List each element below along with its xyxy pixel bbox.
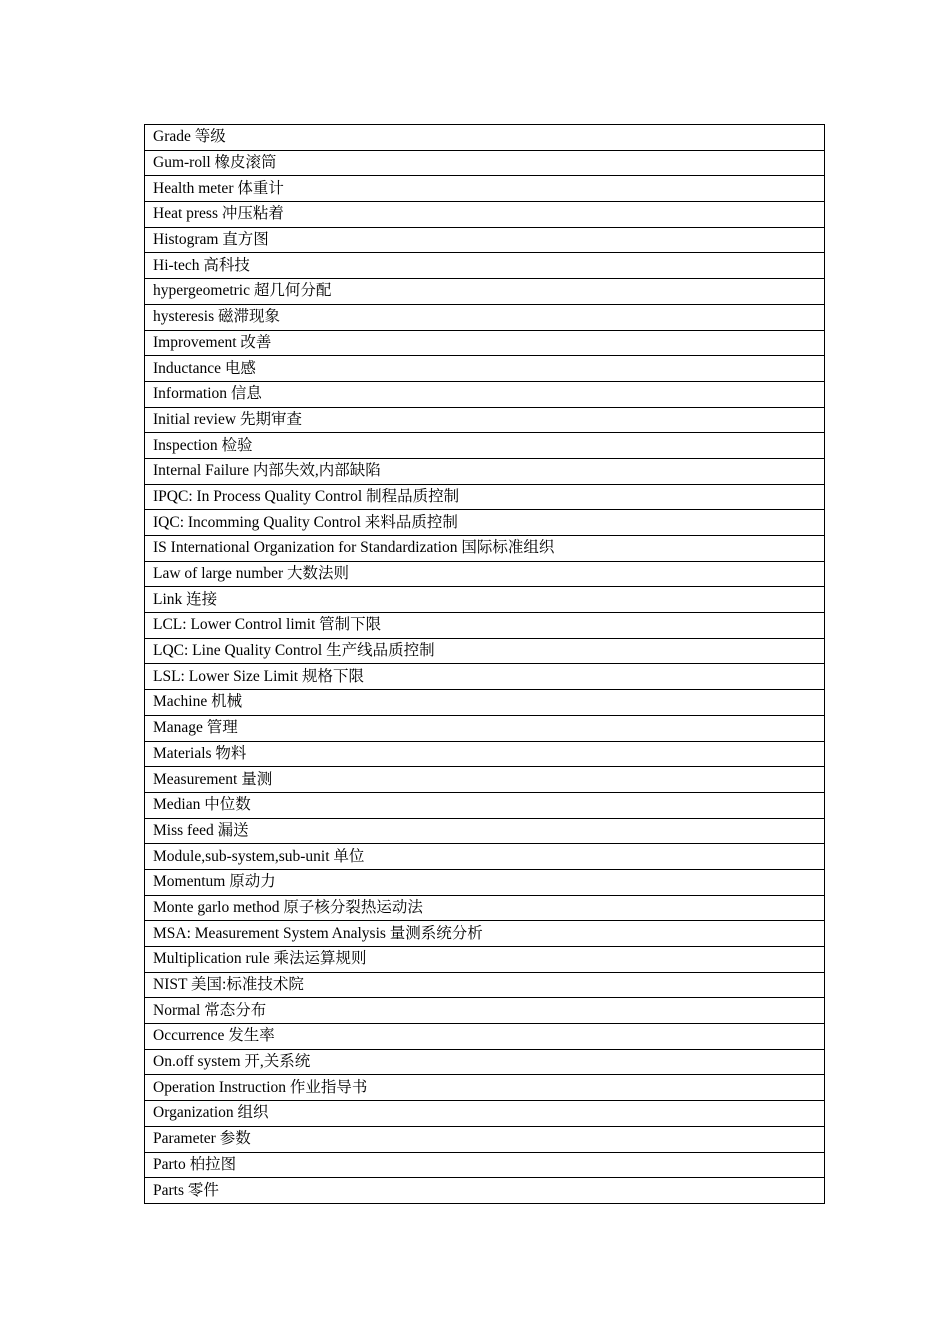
glossary-term-cell: Median 中位数	[145, 792, 825, 818]
table-row	[145, 536, 825, 562]
glossary-table	[144, 124, 825, 1204]
glossary-term-cell: Monte garlo method 原子核分裂热运动法	[145, 895, 825, 921]
glossary-term-cell: Manage 管理	[145, 715, 825, 741]
glossary-term-cell: IS International Organization for Standardization 国际标准组织	[145, 536, 825, 562]
glossary-term-cell: Improvement 改善	[145, 330, 825, 356]
table-row	[145, 1049, 825, 1075]
table-row	[145, 510, 825, 536]
table-row	[145, 715, 825, 741]
table-row	[145, 356, 825, 382]
glossary-term-cell: Internal Failure 内部失效,内部缺陷	[145, 458, 825, 484]
glossary-term-cell: On.off system 开,关系统	[145, 1049, 825, 1075]
glossary-term-cell: Occurrence 发生率	[145, 1024, 825, 1050]
table-row	[145, 407, 825, 433]
table-row	[145, 664, 825, 690]
table-row	[145, 947, 825, 973]
glossary-term-cell: Multiplication rule 乘法运算规则	[145, 947, 825, 973]
table-row	[145, 844, 825, 870]
glossary-term-cell: LSL: Lower Size Limit 规格下限	[145, 664, 825, 690]
glossary-term-cell: Heat press 冲压粘着	[145, 202, 825, 228]
table-row	[145, 176, 825, 202]
table-row	[145, 202, 825, 228]
glossary-term-cell: Parto 柏拉图	[145, 1152, 825, 1178]
table-row	[145, 304, 825, 330]
glossary-term-cell: Inspection 检验	[145, 433, 825, 459]
glossary-term-cell: Parameter 参数	[145, 1126, 825, 1152]
glossary-term-cell: Operation Instruction 作业指导书	[145, 1075, 825, 1101]
table-row	[145, 613, 825, 639]
table-row	[145, 792, 825, 818]
glossary-term-cell: Materials 物料	[145, 741, 825, 767]
glossary-term-cell: Initial review 先期审查	[145, 407, 825, 433]
glossary-term-cell: Hi-tech 高科技	[145, 253, 825, 279]
glossary-term-cell: Gum-roll 橡皮滚筒	[145, 150, 825, 176]
glossary-term-cell: Momentum 原动力	[145, 869, 825, 895]
glossary-term-cell: Parts 零件	[145, 1178, 825, 1204]
table-row	[145, 433, 825, 459]
glossary-term-cell: Machine 机械	[145, 690, 825, 716]
glossary-term-cell: MSA: Measurement System Analysis 量测系统分析	[145, 921, 825, 947]
table-row	[145, 869, 825, 895]
table-row	[145, 484, 825, 510]
glossary-term-cell: Organization 组织	[145, 1101, 825, 1127]
glossary-term-cell: LQC: Line Quality Control 生产线品质控制	[145, 638, 825, 664]
glossary-term-cell: Link 连接	[145, 587, 825, 613]
table-row	[145, 921, 825, 947]
table-row	[145, 125, 825, 151]
glossary-term-cell: hysteresis 磁滞现象	[145, 304, 825, 330]
glossary-term-cell: Inductance 电感	[145, 356, 825, 382]
table-row	[145, 1126, 825, 1152]
glossary-term-cell: IPQC: In Process Quality Control 制程品质控制	[145, 484, 825, 510]
table-row	[145, 330, 825, 356]
table-row	[145, 150, 825, 176]
table-row	[145, 690, 825, 716]
table-row	[145, 895, 825, 921]
glossary-term-cell: IQC: Incomming Quality Control 来料品质控制	[145, 510, 825, 536]
glossary-term-cell: Measurement 量测	[145, 767, 825, 793]
table-row	[145, 1024, 825, 1050]
glossary-term-cell: Module,sub-system,sub-unit 单位	[145, 844, 825, 870]
table-row	[145, 279, 825, 305]
table-row	[145, 1075, 825, 1101]
table-row	[145, 1101, 825, 1127]
table-row	[145, 458, 825, 484]
table-row	[145, 638, 825, 664]
table-row	[145, 381, 825, 407]
glossary-term-cell: Miss feed 漏送	[145, 818, 825, 844]
glossary-term-cell: hypergeometric 超几何分配	[145, 279, 825, 305]
table-row	[145, 1152, 825, 1178]
glossary-term-cell: Normal 常态分布	[145, 998, 825, 1024]
glossary-term-cell: Histogram 直方图	[145, 227, 825, 253]
table-row	[145, 998, 825, 1024]
table-row	[145, 741, 825, 767]
table-row	[145, 818, 825, 844]
glossary-term-cell: Health meter 体重计	[145, 176, 825, 202]
glossary-term-cell: Law of large number 大数法则	[145, 561, 825, 587]
glossary-term-cell: Grade 等级	[145, 125, 825, 151]
table-row	[145, 972, 825, 998]
table-row	[145, 1178, 825, 1204]
table-row	[145, 253, 825, 279]
table-row	[145, 767, 825, 793]
glossary-term-cell: Information 信息	[145, 381, 825, 407]
table-row	[145, 227, 825, 253]
glossary-term-cell: NIST 美国:标准技术院	[145, 972, 825, 998]
glossary-term-cell: LCL: Lower Control limit 管制下限	[145, 613, 825, 639]
table-row	[145, 561, 825, 587]
table-row	[145, 587, 825, 613]
glossary-body	[145, 125, 825, 1204]
